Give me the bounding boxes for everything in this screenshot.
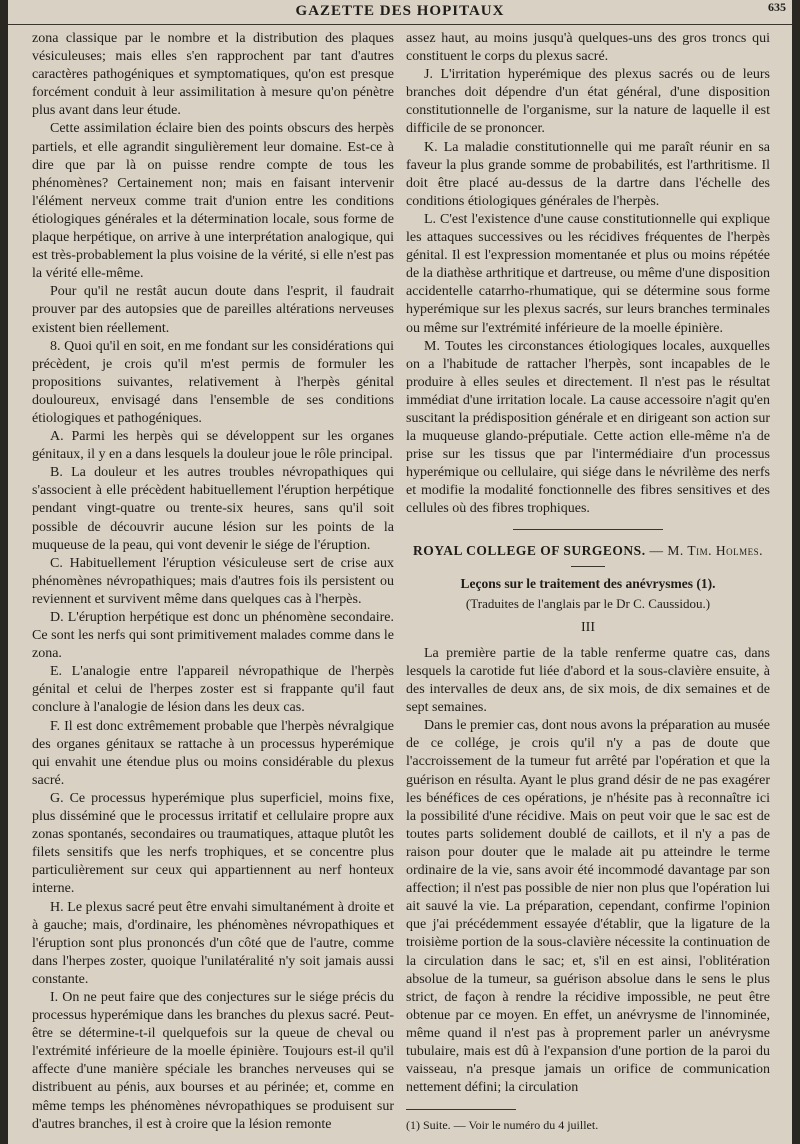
paragraph: L. C'est l'existence d'une cause constitutionnelle qui explique les attaques successives ou les récidives fréquentes de l'herpès génital. Il est l'expression momentanée et plus ou moins répétée de la diathèse arthritique et dartreuse, ou même d'une disposition accidentelle catarrho-rhumatique, qui se détermine sous forme hyperémique sur les plexus sacrés, sur leurs branches terminales ou même sur l'extrémité inférieure de la moelle épinière. bbox=[406, 211, 770, 336]
paragraph: D. L'éruption herpétique est donc un phénomène secondaire. Ce sont les nerfs qui sont primitivement malades comme dans le zona. bbox=[32, 610, 394, 662]
section-divider bbox=[513, 529, 663, 530]
paragraph: H. Le plexus sacré peut être envahi simultanément à droite et à gauche; mais, d'ordinaire, les phénomènes névropathiques et l'éruption sont plus prononcés d'un côté que de l'autre, comme dans l'herpes zoster, quoique l'unilatéralité n'y soit jamais aussi constante. bbox=[32, 899, 394, 987]
paragraph: M. Toutes les circonstances étiologiques locales, auxquelles on a l'habitude de rattacher l'herpès, sont incapables de le produire à elles seules et directement. Il n'est pas le résultat immédiat d'une irritation locale. La cause accessoire n'agit qu'en suscitant la prédisposition générale et en dirigeant son action sur la muqueuse glando-préputiale. Cette action elle-même n'a de prise sur les tissus que par l'intermédiaire d'un processus hyperémique ou cellulaire, qui siége dans le névrilème des nerfs et modifie la modalité fonctionnelle des fibres sensitives et des cellules où des fibres trophiques. bbox=[406, 338, 770, 517]
page-header bbox=[8, 0, 792, 25]
part-number: III bbox=[581, 619, 595, 635]
translator-credit: (Traduites de l'anglais par le Dr C. Caussidou.) bbox=[465, 595, 711, 611]
institution-name: ROYAL COLLEGE OF SURGEONS. bbox=[413, 542, 646, 558]
footnote: (1) Suite. — Voir le numéro du 4 juillet. bbox=[406, 1118, 599, 1133]
publication-title: GAZETTE DES HOPITAUX bbox=[295, 3, 505, 19]
paragraph: A. Parmi les herpès qui se développent sur les organes génitaux, il y en a dans lesquels la douleur joue le rôle principal. bbox=[32, 429, 394, 463]
page-number: 635 bbox=[768, 0, 786, 14]
paragraph: E. L'analogie entre l'appareil névropathique de l'herpès génital et celui de l'herpes zoster est si frappante qu'il faut conclure à l'analogie de lésion dans les deux cas. bbox=[32, 664, 394, 716]
paragraph: C. Habituellement l'éruption vésiculeuse sert de crise aux phénomènes névropathiques; mais d'autres fois ils persistent ou reviennent et survivent même dans quelques cas à l'herpès. bbox=[32, 555, 394, 607]
paragraph: zona classique par le nombre et la distribution des plaques vésiculeuses; mais elles s'en rapprochent par tant d'autres caractères pathogéniques et symptomatiques, qu'on est presque forcément conduit à leur assimilitation à mesure qu'on pénètre plus avant dans leur étude. bbox=[32, 31, 394, 119]
left-column bbox=[32, 30, 394, 1134]
newspaper-page bbox=[8, 0, 792, 1144]
section-heading bbox=[406, 542, 770, 560]
footnote-divider bbox=[406, 1109, 516, 1110]
paragraph: G. Ce processus hyperémique plus superficiel, moins fixe, plus disséminé que le processus irritatif et cellulaire propre aux zonas spontanés, secondaires ou traumatiques, attaque plutôt les filets sensitifs que les nerfs trophiques, et se concentre plus particulièrement sur ceux qui appartiennent au nerf honteux interne. bbox=[32, 790, 394, 897]
paragraph: K. La maladie constitutionnelle qui me paraît réunir en sa faveur la plus grande somme de probabilités, est l'arthritisme. Il doit être placé au-dessus de la dartre dans l'échelle des conditions étiologiques générales de l'herpès. bbox=[406, 139, 770, 209]
paragraph: Pour qu'il ne restât aucun doute dans l'esprit, il faudrait prouver par des autopsies que de pareilles altérations nerveuses existent bien réellement. bbox=[32, 284, 394, 336]
paragraph: Dans le premier cas, dont nous avons la préparation au musée de ce collége, je crois qu'il n'y a pas de doute que l'accroissement de la tumeur fut arrêté par l'opération et que la guérison en résulta. Ayant le plus grand désir de ne pas exagérer les bénéfices de ces opérations, je n'hésite pas à reconnaître ici la possibilité d'une récidive. Mais on peut voir que le sac est de toutes parts solidement doublé de caillots, et il n'y a pas de raison pour douter que le malade ait pu atteindre le terme ordinaire de la vie, sans avoir été incommodé davantage par son affection; il n'est pas possible de nier non plus que l'opération lui ait sauvé la vie. La préparation, cependant, confirme l'opinion que j'ai précédemment essayée d'établir, que la ligature de la troisième portion de la sous-clavière nécessite la continuation de la circulation dans le sac; et, s'il en est ainsi, l'oblitération absolue de la tumeur, sa guérison absolue dans le sens le plus strict, de façon à rendre la récidive impossible, ne peut être obtenue par ce moyen. En effet, un anévrysme de l'innominée, même quand il n'est pas à proprement parler un anévrysme tubulaire, mais est dû à l'expansion d'une portion de la paroi du vaisseau, n'a presque jamais un orifice de communication nettement défini; la circulation bbox=[406, 718, 770, 1096]
paragraph: La première partie de la table renferme quatre cas, dans lesquels la carotide fut liée d'abord et la sous-clavière ensuite, à des intervalles de deux ans, de six mois, de dix semaines et de sept semaines. bbox=[406, 645, 770, 716]
paragraph: J. L'irritation hyperémique des plexus sacrés ou de leurs branches doit dépendre d'un état général, d'une disposition constitutionnelle de l'organisme, sur la nature de laquelle il est difficile de se prononcer. bbox=[406, 67, 770, 137]
paragraph: I. On ne peut faire que des conjectures sur le siége précis du processus hyperémique dans les branches du plexus sacré. Peut-être se détermine-t-il quelquefois sur la queue de cheval ou l'extrémité inférieure de la moelle épinière. Toujours est-il qu'il affecte d'une manière spéciale les branches nerveuses qui se distribuent au pénis, aux bourses et au périnée; et, comme en même temps les phénomènes névropathiques se produisent sur d'autres branches, il est à croire que la lésion remonte bbox=[32, 989, 394, 1132]
paragraph: 8. Quoi qu'il en soit, en me fondant sur les considérations qui précèdent, je crois qu'il m'est permis de formuler les propositions suivantes, relativement à l'herpès génital douloureux, envisagé dans l'ensemble de ses conditions étiologiques et pathogéniques. bbox=[32, 338, 394, 426]
right-column bbox=[406, 30, 770, 1134]
paragraph: assez haut, au moins jusqu'à quelques-uns des gros troncs qui constituent le corps du plexus sacré. bbox=[406, 31, 770, 65]
paragraph: Cette assimilation éclaire bien des points obscurs des herpès partiels, et elle agrandit singulièrement leur domaine. Est-ce à dire que par là on puisse rendre compte de tous les phénomènes? Certainement non; mais en faisant intervenir l'élément nerveux comme trait d'union entre les conditions étiologiques générales et la détermination locale, sous forme de plaque herpétique, on arrive à une interprétation analogique, qui est très-probablement la plus voisine de la vérité, si elle n'est pas la vérité elle-même. bbox=[32, 121, 394, 282]
paragraph: B. La douleur et les autres troubles névropathiques qui s'associent à elle précèdent habituellement l'éruption herpétique pendant vingt-quatre ou trente-six heures, sans qu'il soit possible de découvrir aucune lésion sur les points de la muqueuse de la peau, qui vont devenir le siége de l'éruption. bbox=[32, 465, 394, 553]
author-name: — M. Tim. Holmes. bbox=[649, 542, 763, 558]
paragraph: F. Il est donc extrêmement probable que l'herpès névralgique des organes génitaux se rattache à un processus hyperémique qui envahit une étendue plus ou moins considérable du plexus sacré. bbox=[32, 718, 394, 788]
lecture-title: Leçons sur le traitement des anévrysmes (1). bbox=[460, 575, 716, 591]
short-divider bbox=[571, 566, 605, 567]
